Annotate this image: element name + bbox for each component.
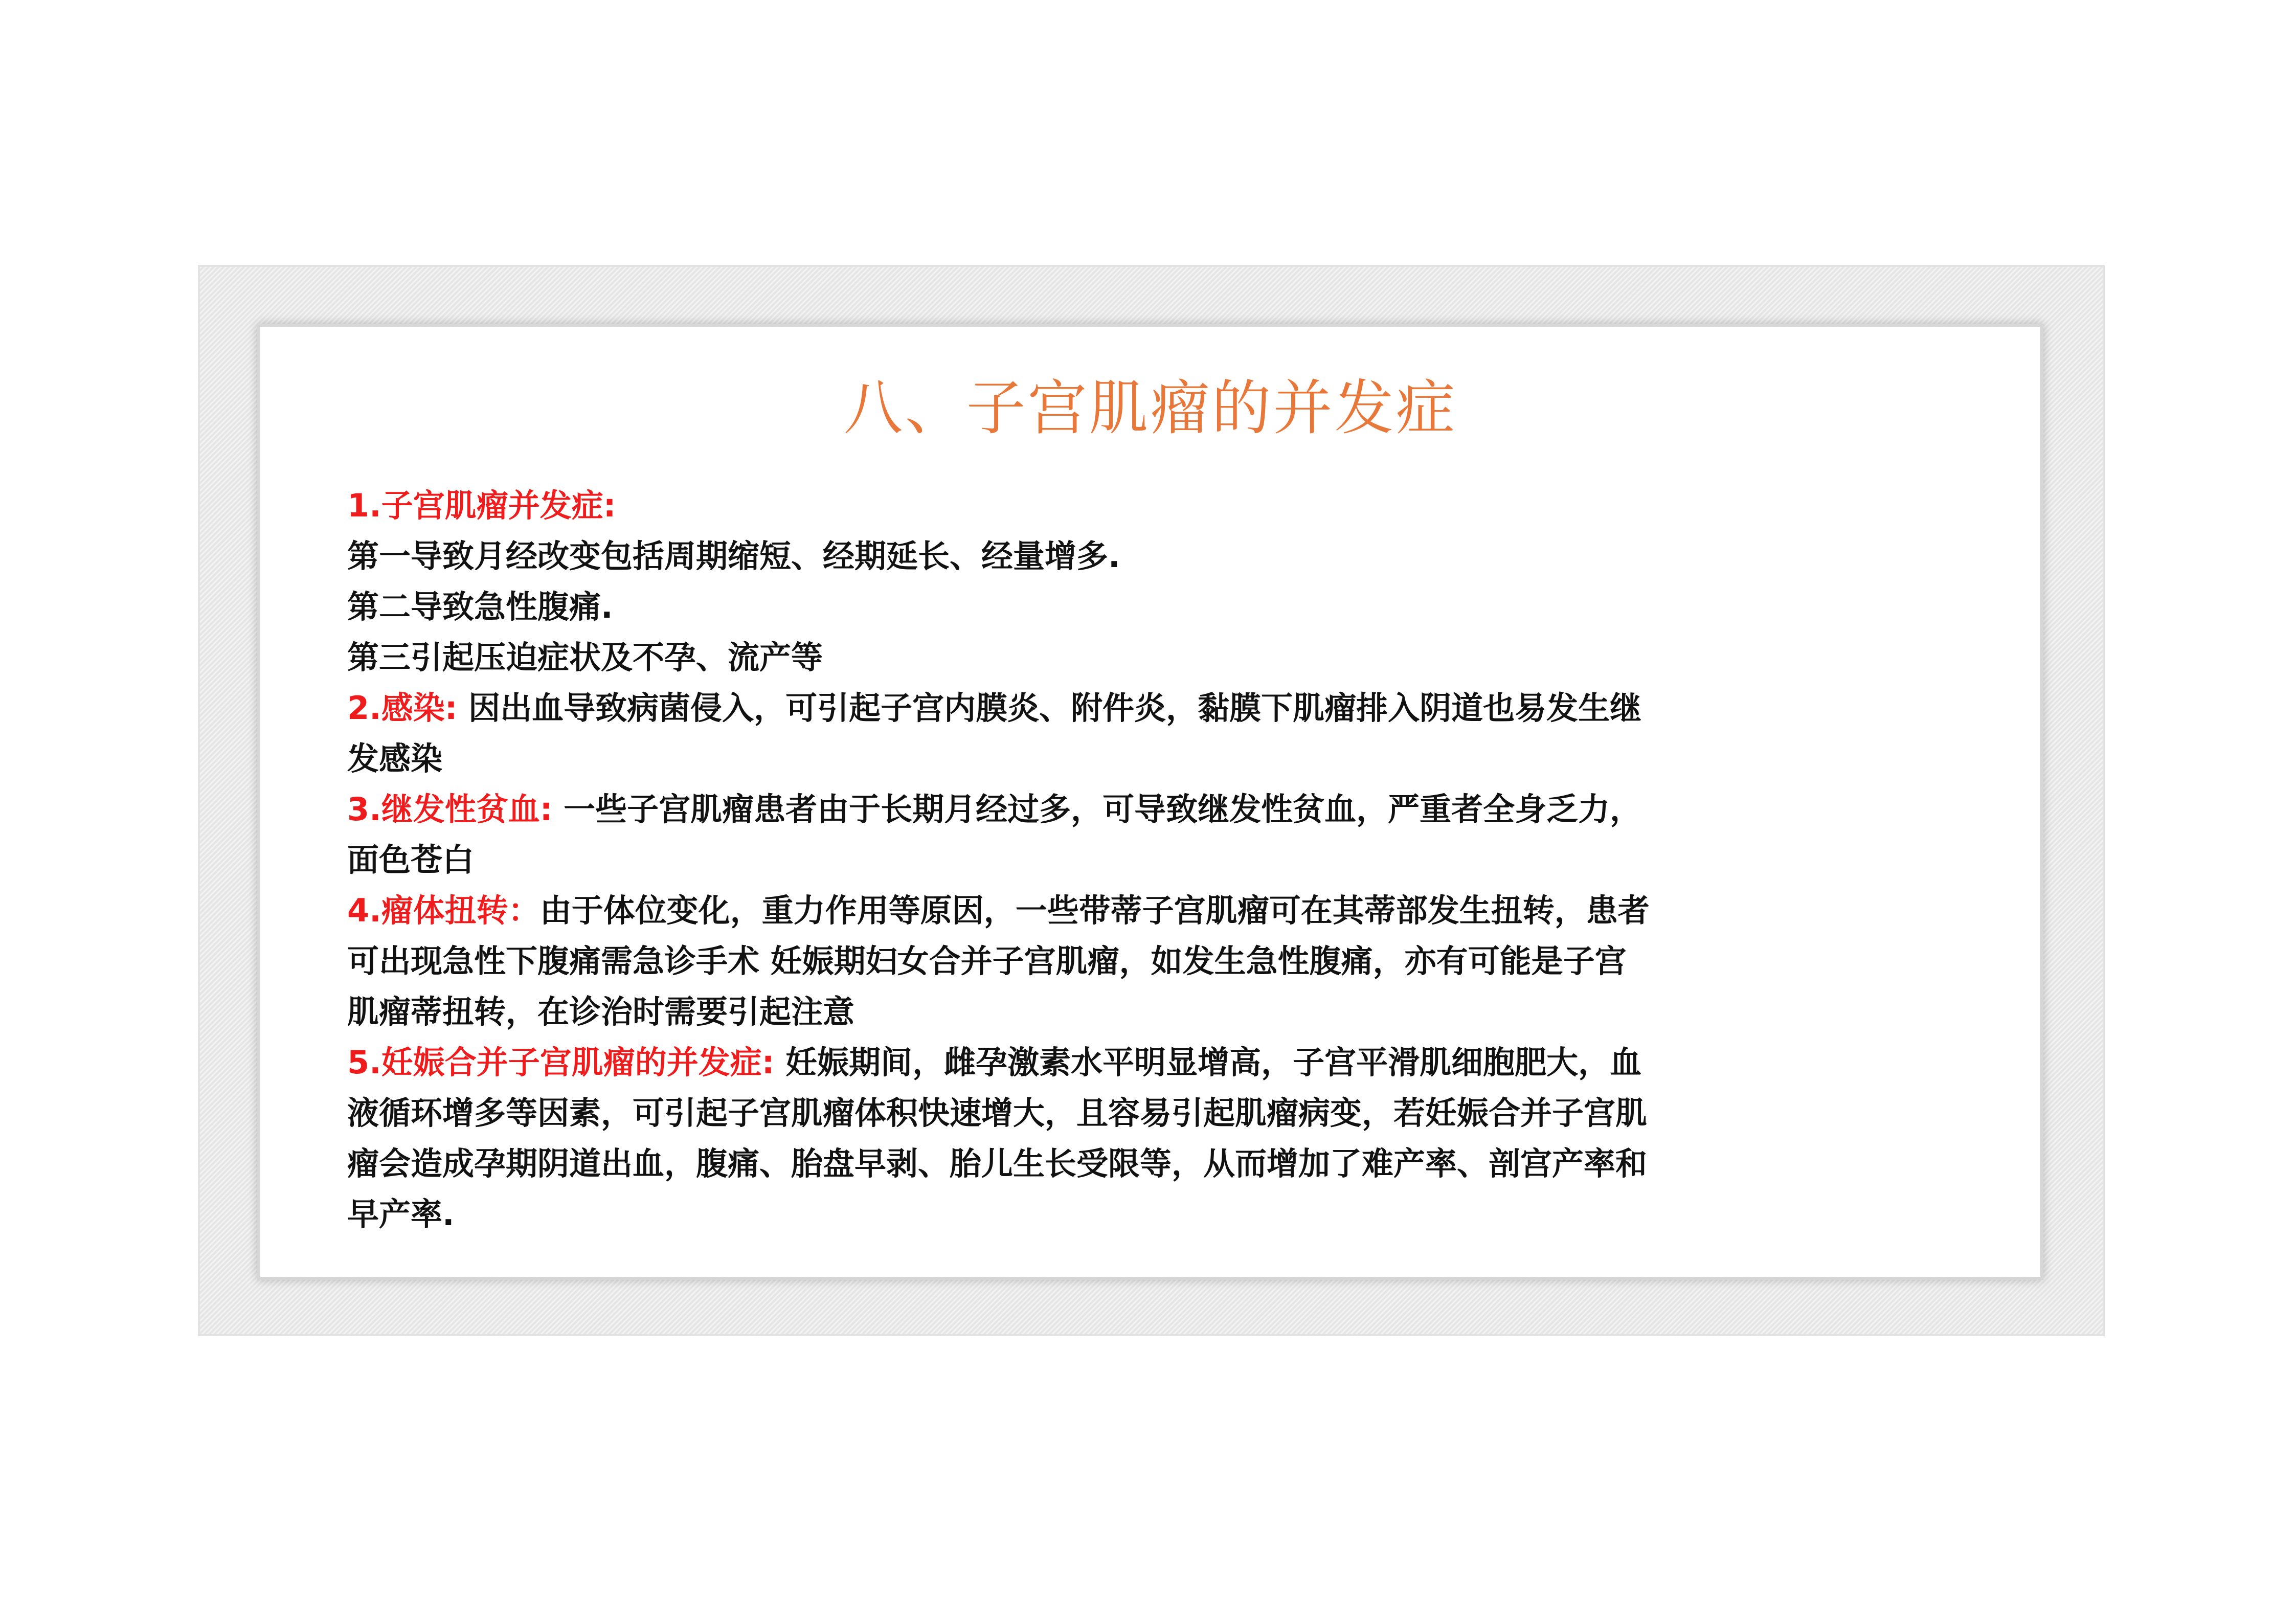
- section-line: 可出现急性下腹痛需急诊手术 妊娠期妇女合并子宫肌瘤，如发生急性腹痛，亦有可能是子宫: [347, 942, 1627, 980]
- section-line: 面色苍白: [347, 841, 475, 878]
- section-label: 5.妊娠合并子宫肌瘤的并发症:: [347, 1044, 775, 1081]
- section-complications: [347, 480, 1830, 683]
- slide-content: [347, 480, 1830, 1239]
- section-label: 3.继发性贫血:: [347, 791, 553, 828]
- section-anemia: [347, 784, 1830, 885]
- section-line: 发感染: [347, 740, 443, 777]
- section-line: 由于体位变化，重力作用等原因，一些带蒂子宫肌瘤可在其蒂部发生扭转，患者: [539, 892, 1650, 929]
- section-line: 肌瘤蒂扭转，在诊治时需要引起注意: [347, 993, 855, 1030]
- section-line: 瘤会造成孕期阴道出血，腹痛、胎盘早剥、胎儿生长受限等，从而增加了难产率、剖宫产率和: [347, 1145, 1648, 1182]
- section-line: 一些子宫肌瘤患者由于长期月经过多，可导致继发性贫血，严重者全身乏力，: [552, 791, 1642, 828]
- section-label: 2.感染:: [347, 689, 458, 727]
- section-infection: [347, 683, 1830, 784]
- section-line: 早产率.: [347, 1196, 455, 1233]
- section-label: 4.瘤体扭转：: [347, 892, 540, 929]
- section-line: 液循环增多等因素，可引起子宫肌瘤体积快速增大，且容易引起肌瘤病变，若妊娠合并子宫肌: [347, 1094, 1648, 1132]
- slide: [257, 324, 2043, 1280]
- section-torsion: [347, 885, 1830, 1037]
- section-line: 第一导致月经改变包括周期缩短、经期延长、经量增多.: [347, 537, 1120, 575]
- section-label: 1.子宫肌瘤并发症:: [347, 487, 616, 524]
- section-line: 妊娠期间，雌孕激素水平明显增高，子宫平滑肌细胞肥大，血: [774, 1044, 1642, 1081]
- section-line: 第二导致急性腹痛.: [347, 588, 613, 625]
- slide-title: 八、子宫肌瘤的并发症: [843, 374, 1457, 443]
- section-line: 因出血导致病菌侵入，可引起子宫内膜炎、附件炎，黏膜下肌瘤排入阴道也易发生继: [457, 689, 1642, 727]
- section-pregnancy: [347, 1037, 1830, 1239]
- section-line: 第三引起压迫症状及不孕、流产等: [347, 639, 823, 676]
